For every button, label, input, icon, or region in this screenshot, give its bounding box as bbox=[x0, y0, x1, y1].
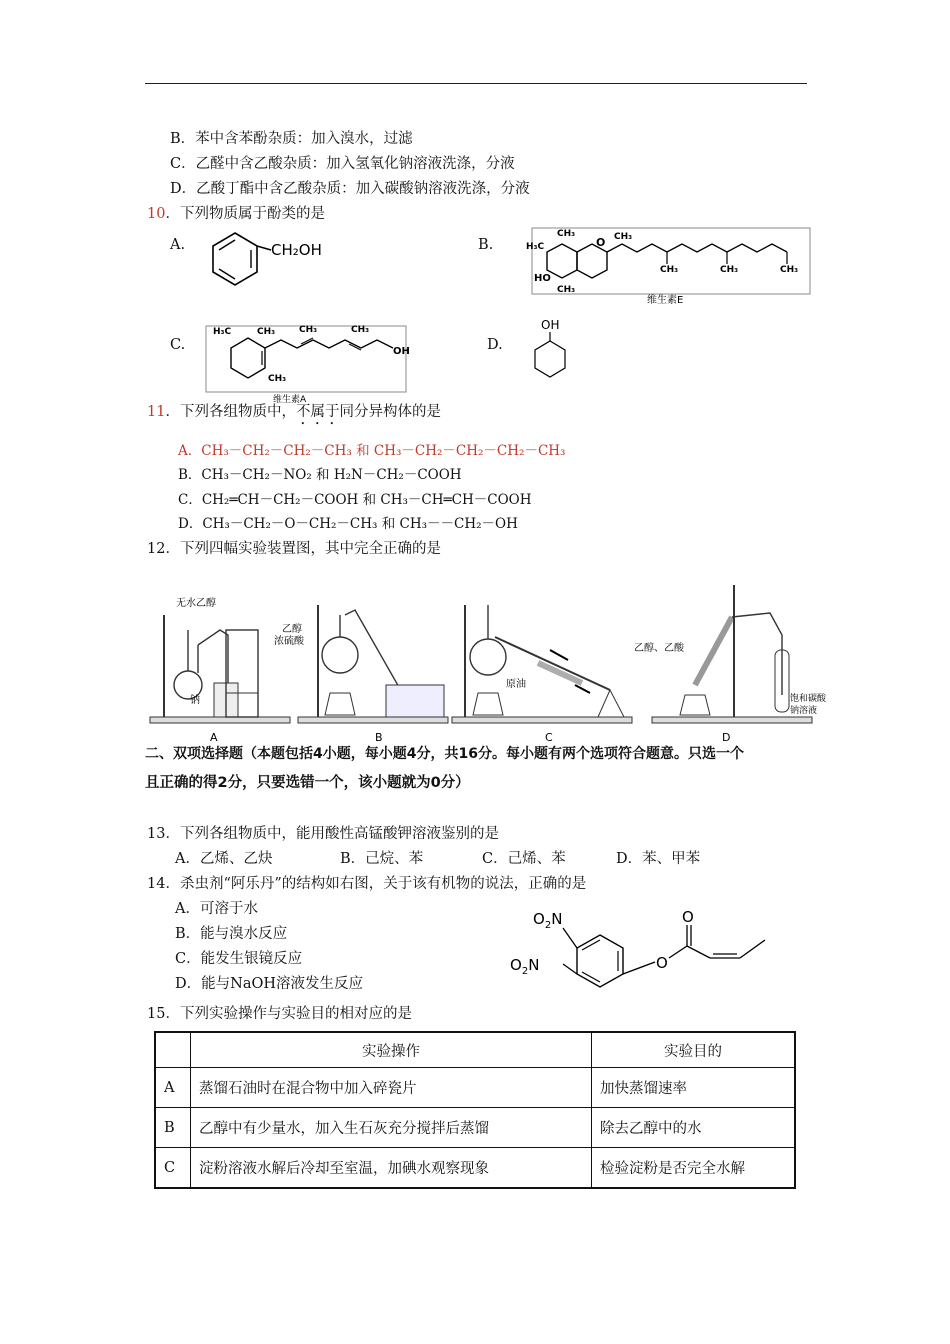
q11-stem bbox=[147, 400, 441, 428]
ester-oxygen: O bbox=[656, 954, 668, 972]
q10-structure-d bbox=[522, 315, 582, 385]
vitA-ch3-d: CH₃ bbox=[268, 374, 287, 384]
q13-option-c: C．己烯、苯 bbox=[482, 851, 566, 867]
q10-number: 10 bbox=[147, 206, 166, 222]
vitE-ho: HO bbox=[534, 273, 551, 284]
vitE-caption: 维生素E bbox=[647, 295, 684, 306]
table-row bbox=[155, 1068, 795, 1108]
vitE-ch3-a: CH₃ bbox=[660, 265, 679, 275]
q10-label-d: D. bbox=[487, 337, 503, 353]
row-purpose: 检验淀粉是否完全水解 bbox=[592, 1148, 796, 1189]
q11-option-b: B．CH₃－CH₂－NO₂ 和 H₂N－CH₂－COOH bbox=[178, 467, 462, 483]
fig-label-d: D bbox=[722, 731, 731, 744]
table-row bbox=[155, 1148, 795, 1189]
q13-option-a: A．乙烯、乙炔 bbox=[175, 851, 273, 867]
q14-option-c: C．能发生银镜反应 bbox=[175, 951, 303, 967]
label-ethanol-b: 乙醇 bbox=[282, 624, 302, 635]
vitE-ch3-ring: CH₃ bbox=[614, 232, 633, 242]
q10-structure-c bbox=[203, 318, 408, 404]
nitro-group-bottom: $O_2N$ bbox=[510, 956, 540, 977]
apparatus-d bbox=[634, 585, 827, 723]
header-cell-operation: 实验操作 bbox=[191, 1032, 592, 1068]
apparatus-b bbox=[274, 605, 448, 723]
q11-option-d: D．CH₃－CH₂－O－CH₂－CH₃ 和 CH₃－－CH₂－OH bbox=[178, 516, 518, 532]
q9-option-c: C．乙醛中含乙酸杂质：加入氢氧化钠溶液洗涤，分液 bbox=[170, 156, 515, 172]
label-sat-carbonate-2: 钠溶液 bbox=[790, 706, 818, 716]
cyclohexanol-oh: OH bbox=[541, 318, 560, 332]
table-row bbox=[155, 1108, 795, 1148]
q10-structure-b bbox=[522, 224, 814, 308]
section2-line2: 且正确的得2分，只要选错一个，该小题就为0分） bbox=[145, 775, 470, 791]
row-label: C bbox=[155, 1148, 191, 1189]
row-operation: 淀粉溶液水解后冷却至室温，加碘水观察现象 bbox=[191, 1148, 592, 1189]
header-cell-blank bbox=[155, 1032, 191, 1068]
label-anhydrous-ethanol: 无水乙醇 bbox=[176, 598, 216, 609]
fig-label-b: B bbox=[375, 731, 383, 744]
fig-label-a: A bbox=[210, 731, 218, 744]
row-operation: 乙醇中有少量水，加入生石灰充分搅拌后蒸馏 bbox=[191, 1108, 592, 1148]
q14-option-b: B．能与溴水反应 bbox=[175, 926, 288, 942]
vitE-ch3-top: CH₃ bbox=[557, 229, 576, 239]
apparatus-c bbox=[452, 605, 632, 723]
q14-stem: 14．杀虫剂“阿乐丹”的结构如右图，关于该有机物的说法，正确的是 bbox=[147, 876, 587, 892]
vitA-ch3-b: CH₃ bbox=[299, 325, 318, 335]
label-conc-sulfuric: 浓硫酸 bbox=[274, 636, 304, 647]
vitA-ch3-a: CH₃ bbox=[257, 327, 276, 337]
q10-label-b: B. bbox=[478, 237, 494, 253]
vitA-ch3-c: CH₃ bbox=[351, 325, 370, 335]
formula-ch2oh: CH₂OH bbox=[271, 241, 322, 259]
q11-stem-post: 同分异构体的是 bbox=[339, 404, 441, 420]
q10-label-c: C. bbox=[170, 337, 186, 353]
q11-stem-emphasis: 不属于 bbox=[295, 404, 340, 420]
row-label: A bbox=[155, 1068, 191, 1108]
fig-label-c: C bbox=[545, 731, 553, 744]
label-sodium: 钠 bbox=[190, 695, 200, 706]
q10-stem bbox=[147, 202, 325, 223]
q13-option-d: D．苯、甲苯 bbox=[616, 851, 701, 867]
vitE-ring-o: O bbox=[596, 236, 606, 249]
q10-stem-text: ．下列物质属于酚类的是 bbox=[165, 206, 325, 222]
header-cell-purpose: 实验目的 bbox=[592, 1032, 796, 1068]
q11-number: 11 bbox=[147, 404, 166, 420]
row-purpose: 加快蒸馏速率 bbox=[592, 1068, 796, 1108]
vitE-ch3-c: CH₃ bbox=[780, 265, 799, 275]
q11-option-a: A．CH₃－CH₂－CH₂－CH₃ 和 CH₃－CH₂－CH₂－CH₂－CH₃ bbox=[178, 443, 566, 459]
q12-stem: 12．下列四幅实验装置图，其中完全正确的是 bbox=[147, 541, 441, 557]
nitro-group-top: $O_2N$ bbox=[533, 910, 563, 931]
carbonyl-oxygen: O bbox=[682, 908, 694, 926]
q14-option-d: D．能与NaOH溶液发生反应 bbox=[175, 976, 363, 992]
q12-apparatus-figure bbox=[150, 575, 827, 745]
nitro-sub-top: 2 bbox=[544, 920, 552, 931]
q11-stem-pre: ．下列各组物质中， bbox=[165, 404, 296, 420]
vitE-ch3-b: CH₃ bbox=[720, 265, 739, 275]
q11-option-c: C．CH₂═CH－CH₂－COOH 和 CH₃－CH═CH－COOH bbox=[178, 492, 532, 508]
q13-option-b: B．己烷、苯 bbox=[340, 851, 424, 867]
q14-structure bbox=[505, 900, 775, 995]
section2-line1: 二、双项选择题（本题包括4小题，每小题4分，共16分。每小题有两个选项符合题意。只选一个 bbox=[145, 746, 744, 762]
q13-stem: 13．下列各组物质中，能用酸性高锰酸钾溶液鉴别的是 bbox=[147, 826, 499, 842]
label-crude-oil: 原油 bbox=[506, 679, 526, 690]
header-rule bbox=[145, 83, 807, 84]
nitro-o-top: O bbox=[533, 910, 545, 928]
vitE-h3c: H₃C bbox=[526, 242, 545, 252]
q14-option-a: A．可溶于水 bbox=[175, 901, 258, 917]
apparatus-a bbox=[150, 596, 290, 723]
label-ethanol-acetic: 乙醇、乙酸 bbox=[634, 643, 684, 654]
q9-option-b: B．苯中含苯酚杂质：加入溴水，过滤 bbox=[170, 131, 413, 147]
q15-table bbox=[154, 1031, 796, 1189]
q10-structure-a bbox=[205, 228, 345, 290]
vitE-ch3-bottom: CH₃ bbox=[557, 285, 576, 295]
nitro-o-bottom: O bbox=[510, 956, 522, 974]
vitA-caption: 维生素A bbox=[273, 395, 307, 405]
label-sat-carbonate-1: 饱和碳酸 bbox=[790, 694, 827, 704]
table-header-row bbox=[155, 1032, 795, 1068]
q15-stem: 15．下列实验操作与实验目的相对应的是 bbox=[147, 1006, 412, 1022]
q10-label-a: A. bbox=[170, 237, 186, 253]
row-label: B bbox=[155, 1108, 191, 1148]
nitro-sub-bottom: 2 bbox=[521, 966, 529, 977]
q9-option-d: D．乙酸丁酯中含乙酸杂质：加入碳酸钠溶液洗涤，分液 bbox=[170, 181, 530, 197]
row-operation: 蒸馏石油时在混合物中加入碎瓷片 bbox=[191, 1068, 592, 1108]
row-purpose: 除去乙醇中的水 bbox=[592, 1108, 796, 1148]
vitA-oh: OH bbox=[393, 346, 410, 357]
vitA-h3c: H₃C bbox=[213, 327, 232, 337]
